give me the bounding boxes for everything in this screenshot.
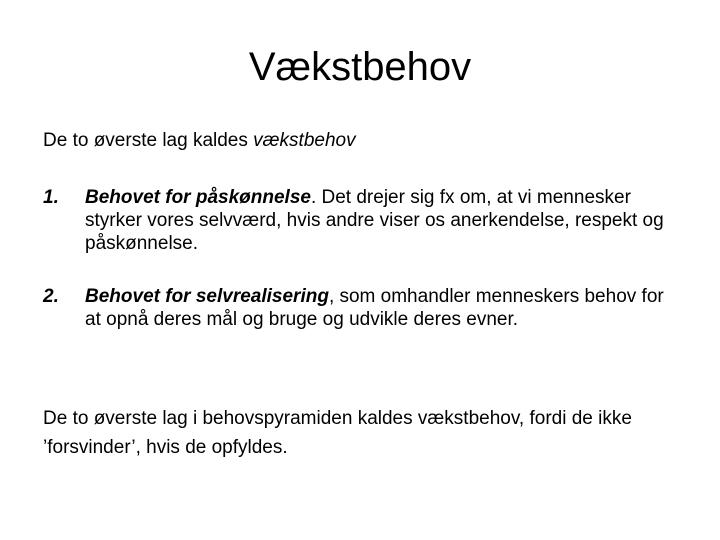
needs-list	[43, 186, 683, 331]
intro-emphasis: vækstbehov	[253, 130, 356, 151]
list-item-number: 2.	[43, 286, 59, 307]
list-item-term: Behovet for selvrealisering	[85, 286, 329, 307]
list-item-number: 1.	[43, 187, 59, 208]
list-item-appreciation	[43, 186, 683, 255]
list-item-term: Behovet for påskønnelse	[85, 187, 311, 208]
intro-text: De to øverste lag kaldes	[43, 130, 254, 151]
intro-paragraph	[43, 128, 683, 154]
list-item-text: . Det drejer sig fx om, at vi mennesker styrker vores selvværd, hvis andre viser os anerkendelse, respekt og påskønnelse.	[85, 187, 664, 254]
list-item-self-realization	[43, 285, 683, 331]
slide-title: Vækstbehov	[248, 45, 472, 89]
conclusion-paragraph: De to øverste lag i behovspyramiden kaldes vækstbehov, fordi de ikke ’forsvinder’, hvis de opfyldes.	[43, 408, 632, 458]
list-item-text: , som omhandler menneskers behov for at opnå deres mål og bruge og udvikle deres evner.	[85, 286, 664, 330]
